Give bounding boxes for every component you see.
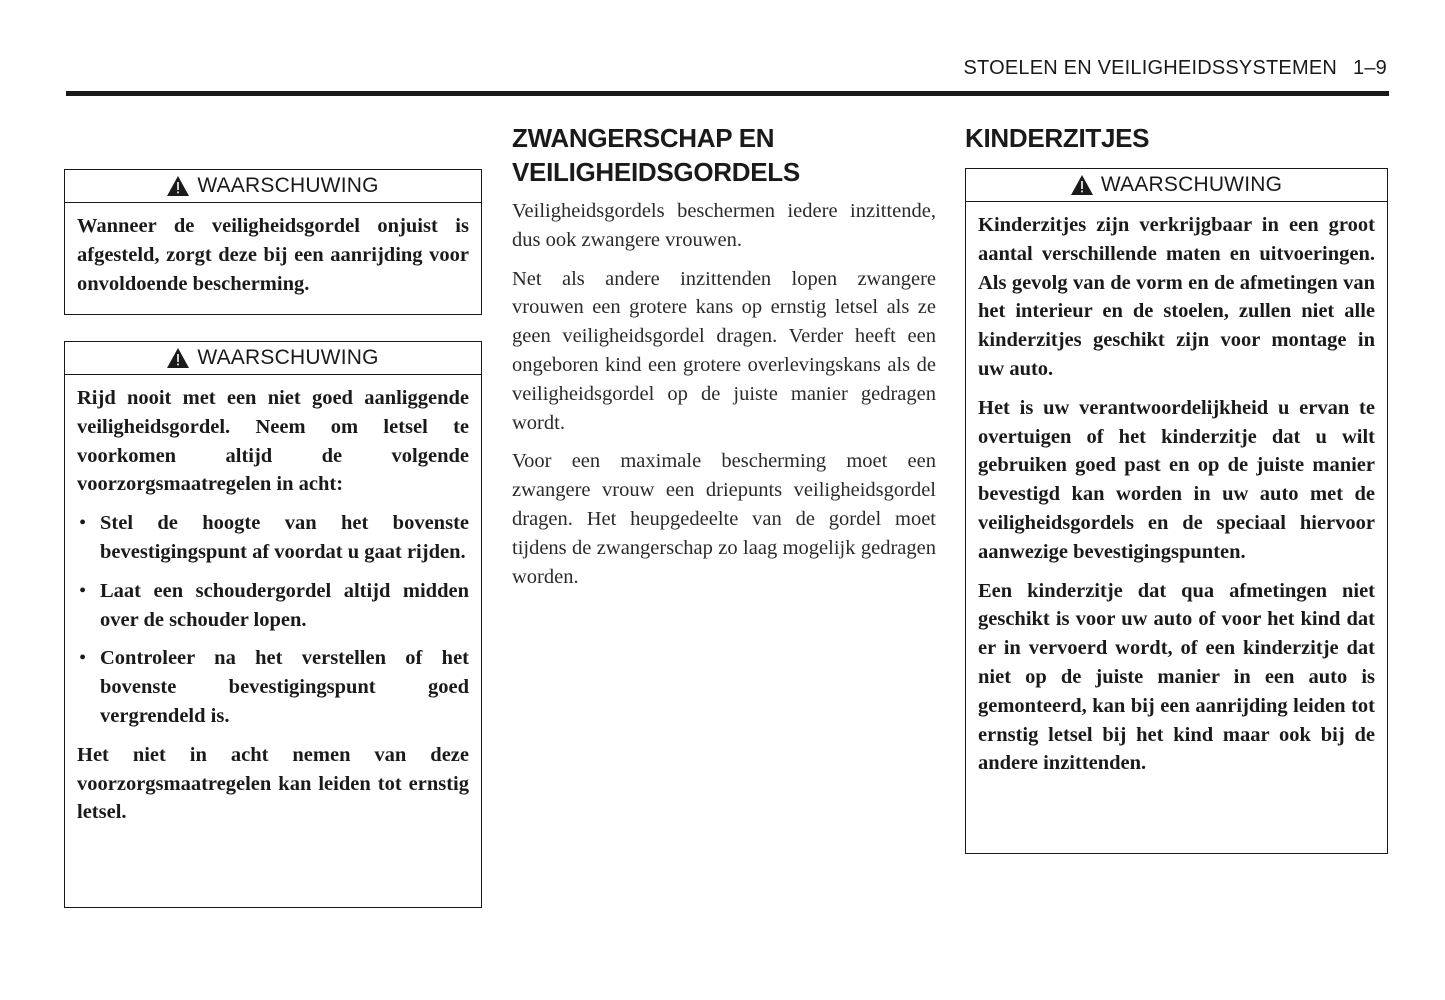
title-line: ZWANGERSCHAP EN <box>512 123 775 153</box>
paragraph: Kinderzitjes zijn verkrijgbaar in een groot aantal verschillende maten en uitvoeringen. Als gevolg van de vorm en de afmetingen van het interieur en de stoelen, zullen niet alle kinderzitjes geschikt zijn voor montage in uw auto. <box>978 214 1375 380</box>
warning-label: WAARSCHUWING <box>197 174 379 197</box>
paragraph: Net als andere inzittenden lopen zwangere vrouwen een grotere kans op ernstig letsel als ze geen veiligheidsgordel dragen. Verder heeft een ongeboren kind een grotere overlevingskans als de veiligheidsgordel op de juiste manier gedragen wordt. <box>512 267 936 434</box>
warning-triangle-icon <box>1071 175 1093 195</box>
chapter-title: STOELEN EN VEILIGHEIDSSYSTEMEN <box>963 57 1338 79</box>
list-item: • Stel de hoogte van het bovenste bevestigingspunt af voordat u gaat rijden. <box>77 509 469 567</box>
title-line: VEILIGHEIDSGORDELS <box>512 157 800 187</box>
warning-header <box>966 169 1387 202</box>
running-header <box>964 57 1388 80</box>
section-title-child-seats: KINDERZITJES <box>965 123 1150 153</box>
list-item: • Controleer na het verstellen of het bovenste bevestigingspunt goed vergrendeld is. <box>77 644 469 730</box>
warning-triangle-icon <box>167 176 189 196</box>
warning-body <box>65 203 481 308</box>
warning-intro: Rijd nooit met een niet goed aanliggende veiligheidsgordel. Neem om letsel te voorkomen altijd de volgende voorzorgsmaatregelen in acht: <box>77 387 469 496</box>
page-number: 1–9 <box>1353 57 1387 79</box>
warning-header <box>65 342 481 375</box>
warning-label: WAARSCHUWING <box>1100 173 1283 196</box>
pregnancy-body <box>512 197 936 601</box>
warning-body <box>966 202 1387 788</box>
paragraph: Veiligheidsgordels beschermen iedere inzittende, dus ook zwangere vrouwen. <box>512 200 936 251</box>
warning-outro: Het niet in acht nemen van deze voorzorgsmaatregelen kan leiden tot ernstig letsel. <box>77 743 469 824</box>
warning-label: WAARSCHUWING <box>197 346 379 369</box>
warning-box-seatbelt-fit <box>64 341 482 908</box>
list-item: • Laat een schoudergordel altijd midden over de schouder lopen. <box>77 577 469 635</box>
warning-text: Wanneer de veiligheidsgordel onjuist is afgesteld, zorgt deze bij een aanrijding voor onvoldoende bescherming. <box>77 215 469 295</box>
warning-box-child-seats <box>965 168 1388 854</box>
section-title-pregnancy <box>512 121 952 189</box>
warning-header <box>65 170 481 203</box>
paragraph: Voor een maximale bescherming moet een zwangere vrouw een driepunts veiligheidsgordel dragen. Het heupgedeelte van de gordel moet tijdens de zwangerschap zo laag mogelijk gedragen worden. <box>512 450 936 588</box>
paragraph: Het is uw verantwoordelijkheid u ervan te overtuigen of het kinderzitje dat u wilt gebruiken goed past en op de juiste manier bevestigd kan worden in uw auto met de veiligheidsgordels en de speciaal hiervoor aanwezige bevestigingspunten. <box>978 396 1375 563</box>
warning-box-seatbelt-adjustment <box>64 169 482 315</box>
warning-triangle-icon <box>167 348 189 368</box>
header-rule <box>66 91 1389 96</box>
paragraph: Een kinderzitje dat qua afmetingen niet geschikt is voor uw auto of voor het kind dat er in vervoerd wordt, of een kinderzitje dat niet op de juiste manier in een auto is gemonteerd, kan bij een aanrijding leiden tot ernstig letsel bij het kind maar ook bij de andere inzittenden. <box>978 579 1375 775</box>
warning-body <box>65 375 481 837</box>
precaution-list <box>77 509 469 731</box>
